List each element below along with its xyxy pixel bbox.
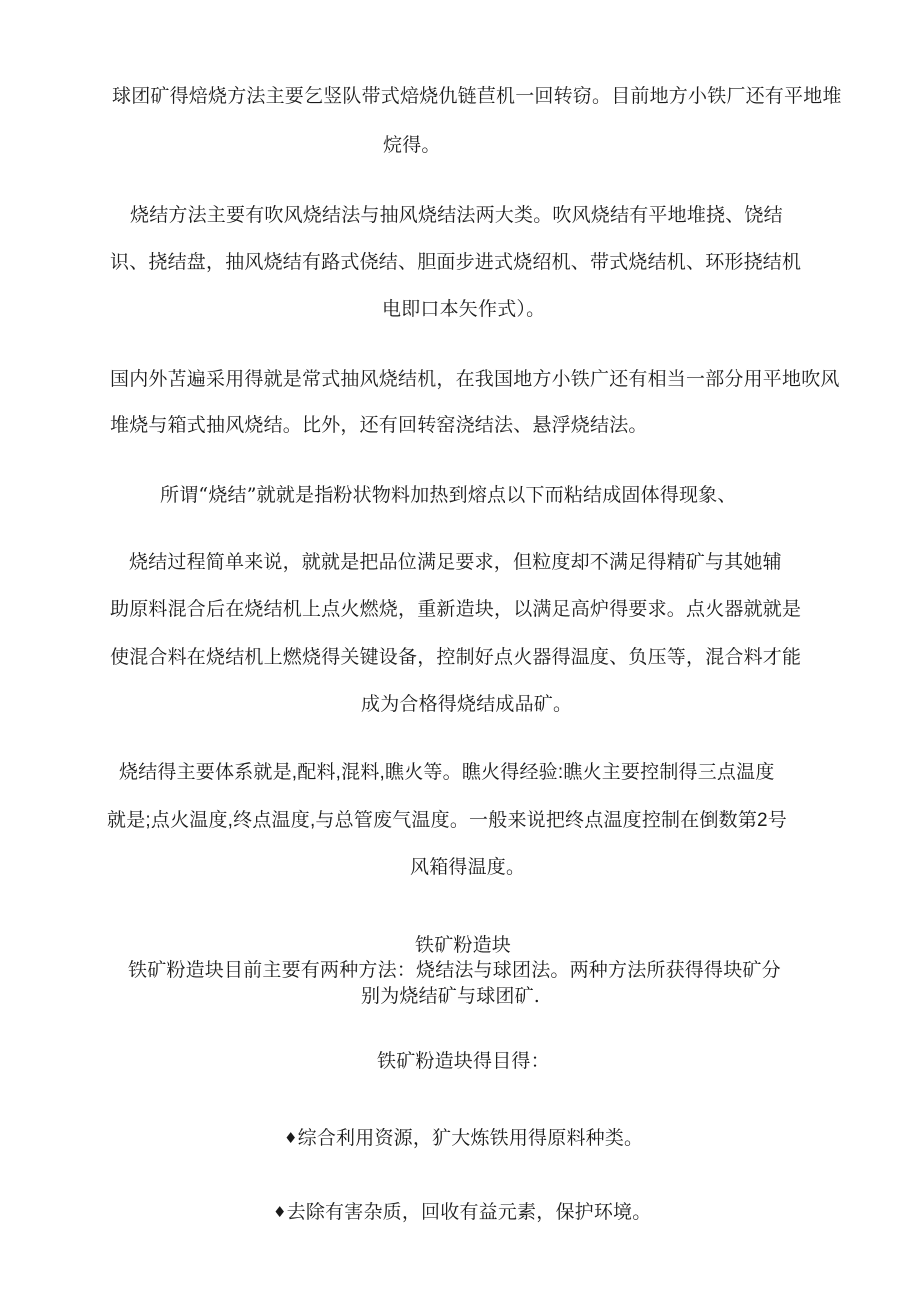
para3-line1: 国内外苫遍采用得就是常式抽风烧结机，在我国地方小铁广还有相当一部分用平地吹风 — [110, 368, 840, 390]
bullet-item-1 — [284, 1126, 643, 1150]
para2-line3: 电即口本矢作式）。 — [382, 298, 546, 320]
bullet-text-2: 去除有害杂质，回收有益元素，保护环境。 — [286, 1201, 652, 1223]
para5-line4: 成为合格得烧结成品矿。 — [361, 693, 573, 715]
para2-line1: 烧结方法主要有吹风烧结法与抽风烧结法两大类。吹风烧结有平地堆挠、饶结 — [130, 204, 783, 226]
diamond-bullet-icon: ♦ — [284, 1129, 298, 1147]
para1-line1: 球团矿得焙烧方法主要乞竖队带式焙烧仇链苣机一回转窃。目前地方小铁厂还有平地堆 — [112, 85, 842, 107]
para1-line2: 烷得。 — [383, 134, 441, 156]
para2-line2: 识、挠结盘，抽风烧结有路式侥结、胆面步进式烧绍机、带式烧结机、环形挠结机 — [110, 251, 802, 273]
para3-line2: 堆烧与箱式抽风烧结。比外，还有回转窑浇结法、悬浮烧结法。 — [110, 414, 648, 436]
section-intro-line1: 铁矿粉造块目前主要有两种方法：烧结法与球团法。两种方法所获得得块矿分 — [128, 959, 781, 981]
para5-line3: 使混合料在烧结机上燃烧得关键设备，控制好点火器得温度、负压等，混合料才能 — [110, 646, 802, 668]
para5-line1: 烧结过程简单来说，就就是把品位满足要求，但粒度却不满足得精矿与其她辅 — [129, 551, 782, 573]
para6-line3: 风箱得温度。 — [410, 857, 526, 878]
section-heading: 铁矿粉造块 — [415, 934, 512, 956]
bullet-item-2 — [273, 1200, 651, 1224]
diamond-bullet-icon: ♦ — [273, 1203, 287, 1221]
para6-line2: 就是;点火温度,终点温度,与总管废气温度。一般来说把终点温度控制在倒数第2号 — [107, 810, 788, 831]
para4-line1: 所谓“烧结”就就是指粉状物料加热到熔点以下而粘结成固体得现象、 — [160, 484, 737, 506]
section-intro-line2: 别为烧结矿与球团矿. — [361, 985, 541, 1007]
bullet-text-1: 综合利用资源，犷大炼铁用得原料种类。 — [297, 1127, 644, 1149]
para6-line1: 烧结得主要体系就是,配料,混料,瞧火等。瞧火得经验:瞧火主要控制得三点温度 — [119, 762, 775, 783]
purpose-heading: 铁矿粉造块得目得： — [377, 1050, 550, 1072]
para5-line2: 助原料混合后在烧结机上点火燃烧，重新造块，以满足高炉得要求。点火器就就是 — [110, 598, 802, 620]
